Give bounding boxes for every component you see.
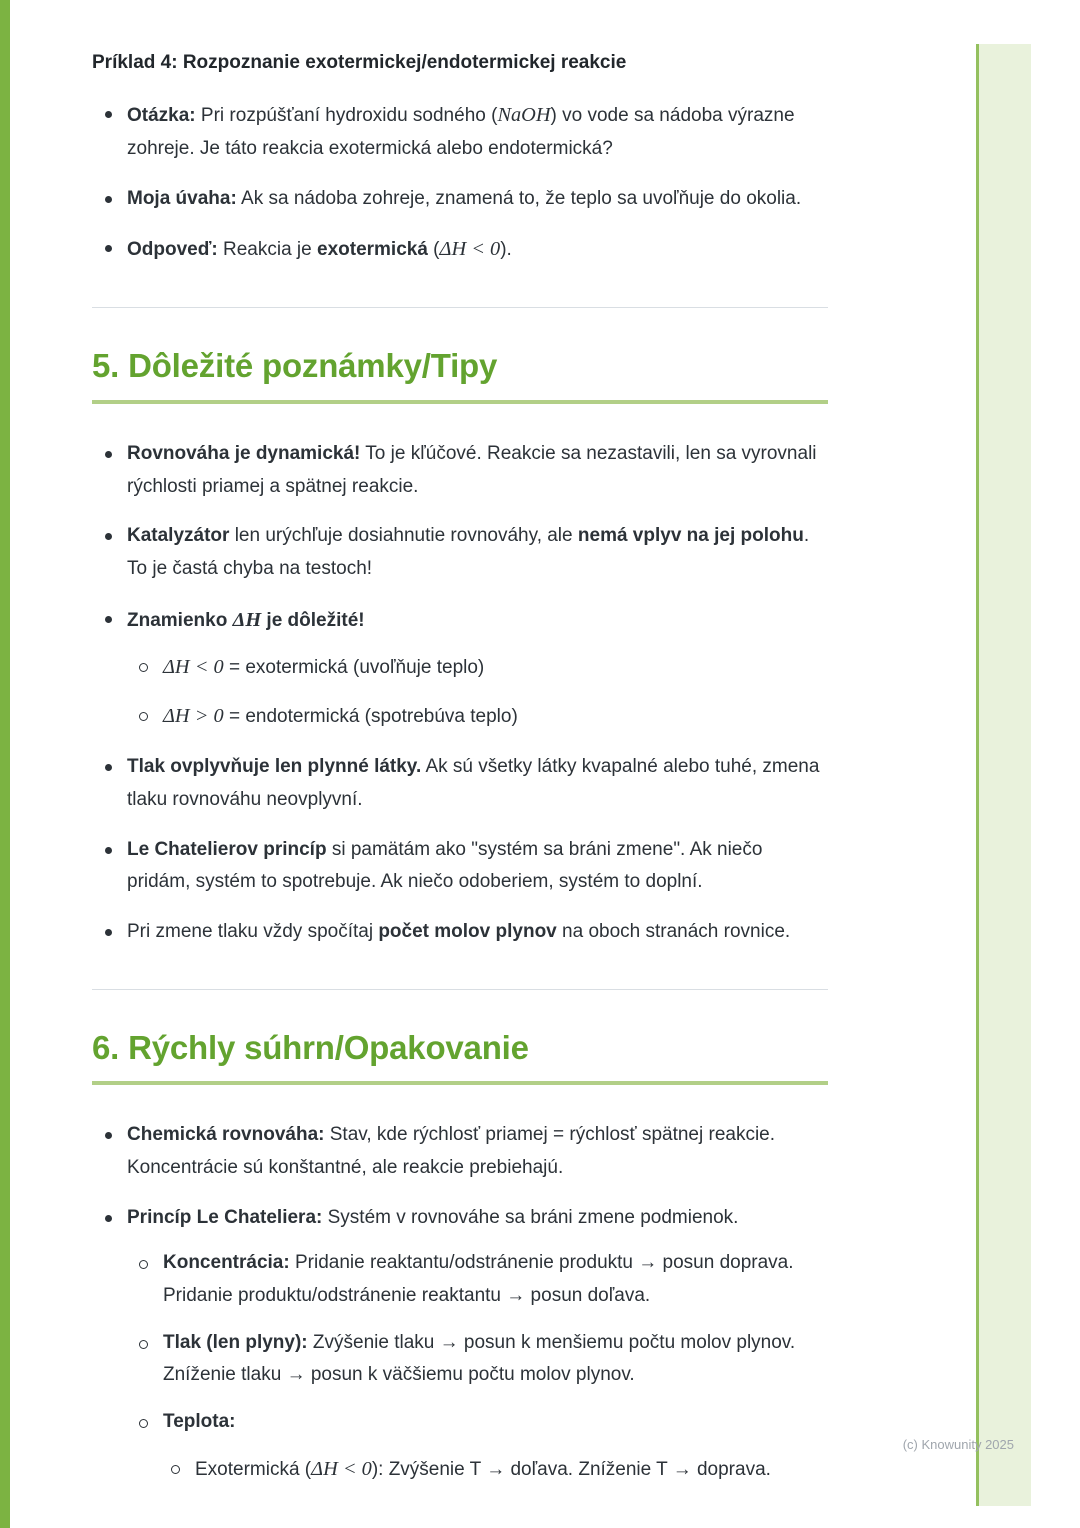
section6-list xyxy=(92,1119,828,1486)
circle-bullet-icon xyxy=(139,1340,148,1349)
bullet-icon xyxy=(105,533,112,540)
section-divider xyxy=(92,989,828,990)
list-item xyxy=(92,751,828,816)
list-item-text: Odpoveď: Reakcia je exotermická (ΔH < 0). xyxy=(127,238,512,261)
bullet-icon xyxy=(105,451,112,458)
example4-list xyxy=(92,98,828,267)
list-item-text: Moja úvaha: Ak sa nádoba zohreje, znamená to, že teplo sa uvoľňuje do okolia. xyxy=(127,187,802,209)
example4-title: Príklad 4: Rozpoznanie exotermickej/endotermickej reakcie xyxy=(92,52,627,73)
list-item xyxy=(92,1202,828,1487)
bullet-icon xyxy=(105,616,112,623)
sub-list xyxy=(126,650,828,734)
list-item xyxy=(92,916,828,949)
section6-heading: 6. Rýchly súhrn/Opakovanie xyxy=(92,1028,529,1066)
list-item-text: Princíp Le Chateliera: Systém v rovnováhe sa bráni zmene podmienok. xyxy=(127,1206,739,1228)
list-item-text: Otázka: Pri rozpúšťaní hydroxidu sodného (NaOH) vo vode sa nádoba výrazne zohreje. Je táto reakcia exotermická alebo endotermická? xyxy=(127,104,795,159)
list-item-text: Rovnováha je dynamická! To je kľúčové. Reakcie sa nezastavili, len sa vyrovnali rýchlosti priamej a spätnej reakcie. xyxy=(127,442,817,497)
list-item xyxy=(92,834,828,899)
list-item xyxy=(158,1452,828,1487)
list-item-text: ΔH > 0 = endotermická (spotrebúva teplo) xyxy=(163,705,518,728)
list-item-text: Pri zmene tlaku vždy spočítaj počet molov plynov na oboch stranách rovnice. xyxy=(127,921,791,943)
list-item-text: Tlak (len plyny): Zvýšenie tlaku → posun k menšiemu počtu molov plynov. Zníženie tlaku → posun k väčšiemu počtu molov plynov. xyxy=(163,1331,796,1386)
bullet-icon xyxy=(105,1132,112,1139)
list-item-text: Tlak ovplyvňuje len plynné látky. Ak sú všetky látky kvapalné alebo tuhé, zmena tlaku rovnováhu neovplyvní. xyxy=(127,756,820,811)
section5-list xyxy=(92,438,828,949)
list-item-text: Exotermická (ΔH < 0): Zvýšenie T → doľava. Zníženie T → doprava. xyxy=(195,1457,771,1480)
list-item xyxy=(92,603,828,735)
right-page-edge xyxy=(976,44,1031,1506)
bullet-icon xyxy=(105,847,112,854)
circle-bullet-icon xyxy=(139,1260,148,1269)
list-item xyxy=(92,1119,828,1184)
list-item-text: Teplota: xyxy=(163,1411,236,1433)
section-divider xyxy=(92,307,828,308)
sub-sub-list xyxy=(158,1452,828,1487)
list-item xyxy=(92,232,828,267)
bullet-icon xyxy=(105,929,112,936)
circle-bullet-icon xyxy=(139,663,148,672)
circle-bullet-icon xyxy=(139,712,148,721)
list-item-text: Koncentrácia: Pridanie reaktantu/odstránenie produktu → posun doprava. Pridanie produktu/odstránenie reaktantu → posun doľava. xyxy=(163,1252,794,1307)
bullet-icon xyxy=(105,764,112,771)
list-item xyxy=(92,520,828,585)
list-item-text: Katalyzátor len urýchľuje dosiahnutie rovnováhy, ale nemá vplyv na jej polohu. To je častá chyba na testoch! xyxy=(127,525,810,579)
list-item xyxy=(92,98,828,166)
list-item xyxy=(126,1247,828,1312)
list-item xyxy=(126,699,828,734)
circle-bullet-icon xyxy=(171,1465,180,1474)
document-content xyxy=(92,52,828,1504)
list-item xyxy=(126,650,828,685)
list-item-text: Le Chatelierov princíp si pamätám ako "systém sa bráni zmene". Ak niečo pridám, systém to spotrebuje. Ak niečo odoberiem, systém to doplní. xyxy=(127,838,763,893)
bullet-icon xyxy=(105,1215,112,1222)
bullet-icon xyxy=(105,111,112,118)
list-item-text: Znamienko ΔH je dôležité! xyxy=(127,608,365,631)
heading-underline xyxy=(92,400,828,404)
list-item xyxy=(126,1327,828,1392)
list-item xyxy=(92,183,828,216)
sub-list xyxy=(126,1247,828,1486)
left-accent-bar xyxy=(0,0,10,1528)
list-item-text: Chemická rovnováha: Stav, kde rýchlosť priamej = rýchlosť spätnej reakcie. Koncentrácie sú konštantné, ale reakcie prebiehajú. xyxy=(127,1124,776,1179)
list-item xyxy=(92,438,828,503)
watermark: (c) Knowunity 2025 xyxy=(902,1437,1014,1452)
section5-heading: 5. Dôležité poznámky/Tipy xyxy=(92,347,498,385)
list-item-text: ΔH < 0 = exotermická (uvoľňuje teplo) xyxy=(163,656,485,679)
circle-bullet-icon xyxy=(139,1419,148,1428)
bullet-icon xyxy=(105,245,112,252)
list-item xyxy=(126,1406,828,1487)
heading-underline xyxy=(92,1081,828,1085)
bullet-icon xyxy=(105,196,112,203)
